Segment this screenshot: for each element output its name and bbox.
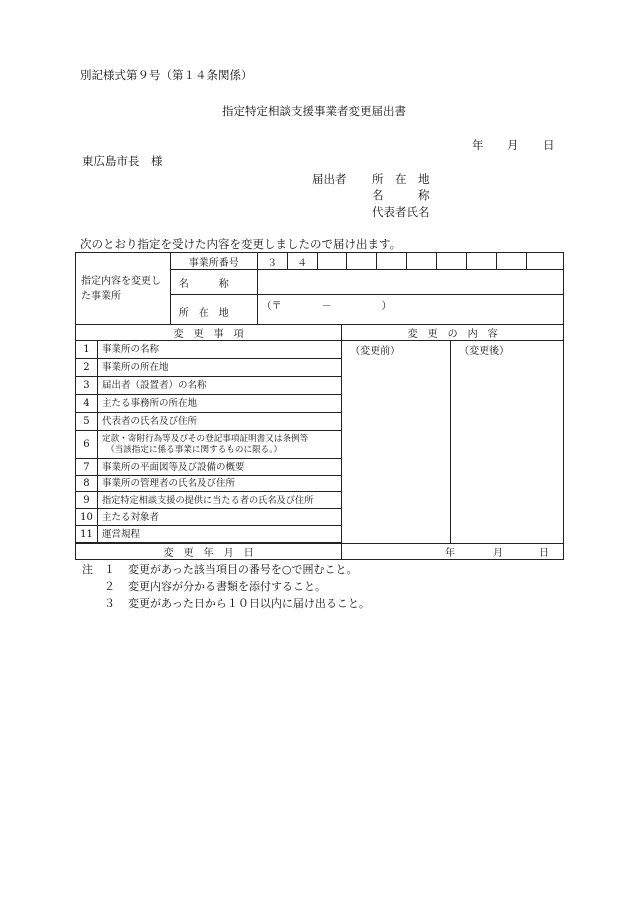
change-item-label: 運営規程 [97,526,341,543]
change-date-month: 月 [493,548,503,559]
change-item-label: 代表者の氏名及び住所 [97,413,341,431]
intro-text: 次のとおり指定を受けた内容を変更しましたので届け出ます。 [80,237,402,251]
change-item-label: 事業所の管理者の氏名及び住所 [97,476,341,492]
changes-header-content: 変 更 の 内 容 [342,325,564,341]
change-item-label: 届出者（設置者）の名称 [97,377,341,395]
postal-code-field: （〒 － ） [261,301,392,312]
office-number-digit[interactable] [497,253,527,270]
change-item-number[interactable]: 4 [76,395,98,413]
change-date-year: 年 [445,548,455,559]
office-number-digit[interactable]: ４ [287,253,317,270]
notifier-name-label: 名 称 [372,188,430,202]
change-item-label-line2: （当該指定に係る事業に関するものに限る。） [105,444,283,455]
office-number-digit[interactable] [437,253,467,270]
change-item-label [97,431,341,459]
office-number-digit[interactable] [317,253,347,270]
office-section-label: 指定内容を変更した事業所 [76,253,171,325]
notifier-rep-label: 代表者氏名 [372,205,430,219]
office-number-label: 事業所番号 [170,253,257,270]
office-table [75,252,564,325]
change-item-number[interactable]: 7 [76,459,98,476]
change-date-day: 日 [539,548,549,559]
office-name-label: 名 称 [170,270,257,295]
before-label: （変更前） [350,346,401,357]
note-text: 変更があった該当項目の番号を○で囲むこと。 [128,563,358,576]
office-number-digit[interactable] [467,253,497,270]
changes-table [75,324,564,560]
form-number: 別記様式第９号（第１４条関係） [80,68,253,82]
change-item-number[interactable]: 8 [76,476,98,492]
office-number-digit[interactable] [407,253,437,270]
change-item-number[interactable]: 3 [76,377,98,395]
office-name-field[interactable] [257,270,563,295]
before-content-field[interactable] [342,341,451,544]
change-item-number[interactable]: 10 [76,509,98,526]
change-item-number[interactable]: 1 [76,341,98,359]
office-number-digit[interactable] [347,253,377,270]
change-item-label-line1: 定款・寄附行為等及びその登記事項証明書又は条例等 [101,433,309,444]
note-text: 変更があった日から１０日以内に届け出ること。 [128,597,370,610]
office-address-label: 所 在 地 [170,295,257,325]
addressee: 東広島市長 様 [82,154,163,168]
change-date-field[interactable] [342,544,564,560]
change-item-number[interactable]: 9 [76,492,98,509]
date-year-label: 年 [472,138,484,152]
note-number: ２ [104,580,115,593]
notes-prefix: 注 [82,563,93,576]
change-item-number[interactable]: 2 [76,359,98,377]
office-number-digit[interactable] [377,253,407,270]
office-number-digit[interactable] [527,253,564,270]
change-date-label: 変 更 年 月 日 [76,544,342,560]
change-item-number[interactable]: 5 [76,413,98,431]
change-item-label: 主たる事務所の所在地 [97,395,341,413]
change-item-label: 事業所の所在地 [97,359,341,377]
date-month-label: 月 [507,138,519,152]
change-item-label: 事業所の名称 [97,341,341,359]
office-number-digit[interactable]: ３ [257,253,287,270]
change-item-label: 指定特定相談支援の提供に当たる者の氏名及び住所 [97,492,341,509]
change-item-label: 主たる対象者 [97,509,341,526]
after-content-field[interactable] [451,341,564,544]
note-text: 変更内容が分かる書類を添付すること。 [128,580,326,593]
change-item-number[interactable]: 11 [76,526,98,543]
change-item-number[interactable]: 6 [76,431,98,459]
after-label: （変更後） [459,346,510,357]
date-day-label: 日 [543,138,555,152]
note-number: ３ [104,597,115,610]
form-title: 指定特定相談支援事業者変更届出書 [222,104,406,118]
notifier-label: 届出者 [312,172,347,186]
notifier-address-label: 所 在 地 [372,172,430,186]
change-item-label: 事業所の平面図等及び設備の概要 [97,459,341,476]
office-address-field[interactable] [257,295,563,325]
note-number: １ [104,563,115,576]
notes [82,561,370,612]
changes-header-item: 変 更 事 項 [76,325,342,341]
